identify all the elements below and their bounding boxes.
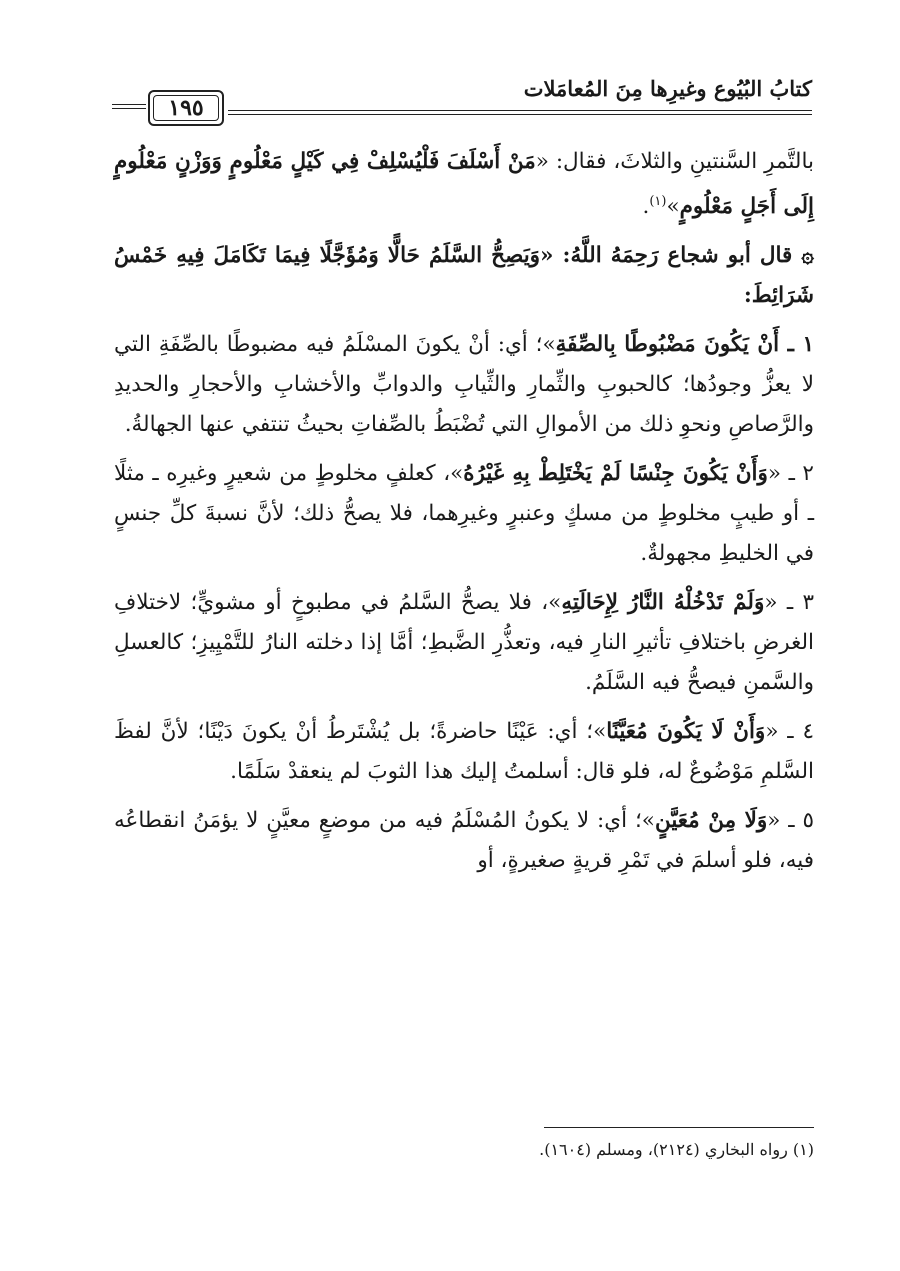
header-left-rule — [112, 104, 146, 109]
paragraph — [114, 583, 814, 703]
text-run: ٥ ـ « — [767, 808, 814, 834]
text-run: »؛ أي: لا يكونُ المُسْلَمُ فيه من موضعٍ معيَّنٍ لا يؤمَنُ انقطاعُه فيه، فلو أسلمَ في تَمْرِ قريةٍ صغيرةٍ، أو — [114, 808, 814, 874]
header-title: كتابُ البُيُوع وغيرِها مِنَ المُعامَلات — [523, 76, 812, 101]
paragraph — [114, 236, 814, 316]
text-run: »؛ أي: عَيْنًا حاضرةً؛ بل يُشْتَرطُ أنْ يكونَ دَيْنًا؛ لأنَّ لفظَ السَّلمِ مَوْضُوعٌ له، فلو قال: أسلمتُ إليك هذا الثوبَ لم ينعقدْ سَلَمًا. — [114, 719, 814, 785]
page-header — [112, 70, 812, 130]
paragraph — [114, 712, 814, 792]
footnote: (١) رواه البخاري (٢١٢٤)، ومسلم (١٦٠٤). — [539, 1140, 814, 1159]
text-run: وَلَمْ تَدْخُلْهُ النَّارُ لِإِحَالَتِهِ — [561, 590, 765, 616]
text-run: وَلَا مِنْ مُعَيَّنٍ — [654, 808, 768, 834]
text-run: بالتَّمرِ السَّنتينِ والثلاثَ، فقال: « — [535, 149, 814, 174]
paragraph — [114, 454, 814, 574]
text-run: ٤ ـ « — [765, 719, 814, 745]
text-run: . — [642, 194, 650, 220]
text-run: ١ ـ أَنْ يَكُونَ مَضْبُوطًا بِالصِّفَةِ — [555, 332, 814, 358]
paragraph — [114, 801, 814, 881]
text-run: »؛ أي: أنْ يكونَ المسْلَمُ فيه مضبوطًا بالصِّفَةِ التي لا يعزُّ وجودُها؛ كالحبوبِ والثِّمارِ والثِّيابِ والدوابِّ والأخشابِ والأحجارِ والحديدِ والرَّصاصِ ونحوِ ذلك من الأموالِ التي تُضْبَطُ بالصِّفاتِ بحيثُ تنتفي عنها الجهالةُ. — [114, 332, 814, 438]
text-run: ٣ ـ « — [764, 590, 815, 616]
footnote-ref: (١) — [649, 194, 667, 209]
text-run: »، كعلفٍ مخلوطٍ من شعيرٍ وغيرِه ـ مثلًا ـ أو طيبٍ مخلوطٍ من مسكٍ وعنبرٍ وغيرِهما، فلا يصحُّ ذلك؛ لأنَّ نسبةَ كلِّ جنسٍ في الخليطِ مجهولةٌ. — [114, 461, 814, 567]
text-run: ٢ ـ « — [767, 461, 814, 487]
text-run: مَنْ أَسْلَفَ فَلْيُسْلِفْ فِي كَيْلٍ مَعْلُومٍ وَوَزْنٍ مَعْلُومٍ إِلَى أَجَلٍ مَعْلُومٍ — [114, 149, 814, 220]
footnote-rule — [544, 1127, 814, 1128]
text-run: ۞ قال أبو شجاع رَحِمَهُ اللَّهُ: «وَيَصِحُّ السَّلَمُ حَالًّا وَمُؤَجَّلًا فِيمَا تَكَامَلَ فِيهِ خَمْسُ شَرَائِطَ: — [114, 243, 814, 309]
text-run: »، فلا يصحُّ السَّلمُ في مطبوخٍ أو مشويٍّ؛ لاختلافِ الغرضِ باختلافِ تأثيرِ النارِ فيه، وتعذُّرِ الضَّبطِ؛ أمَّا إذا دخلته النارُ للتَّمْيِيزِ؛ كالعسلِ والسَّمنِ فيصحُّ فيه السَّلَمُ. — [114, 590, 814, 696]
page-number-box — [148, 90, 224, 126]
page-number: ١٩٥ — [168, 95, 204, 121]
paragraph — [114, 142, 814, 227]
text-run: وَأَنْ لَا يَكُونَ مُعَيَّنًا — [606, 719, 766, 745]
text-run: » — [666, 194, 680, 220]
paragraph — [114, 325, 814, 445]
header-rule — [228, 110, 812, 115]
body-text — [114, 142, 814, 890]
text-run: وَأَنْ يَكُونَ جِنْسًا لَمْ يَخْتَلِطْ بِهِ غَيْرُهُ — [463, 461, 768, 487]
